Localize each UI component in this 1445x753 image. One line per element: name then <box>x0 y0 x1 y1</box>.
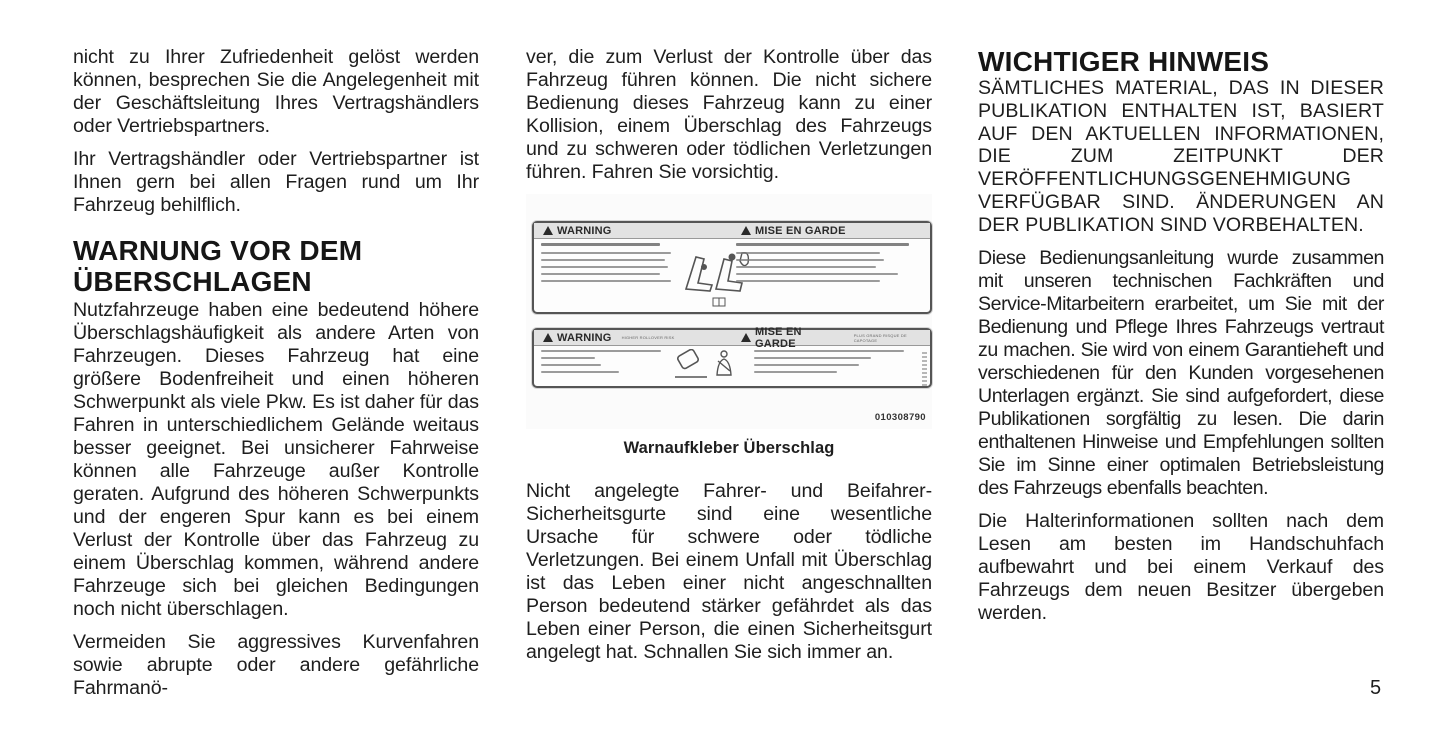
paragraph-manual-info: Diese Bedienungsanleitung wurde zusammen mit unseren technischen Fachkräften und Service-Mitarbeitern erarbeitet, um Sie mit der Bedienung und Pflege Ihres Fahrzeugs vertraut zu machen. Sie wird von einem Garantieheft und verschiedenen für den Kunden vorgesehenen Unterlagen ergänzt. Sie sind aufgefordert, diese Publikationen sorgfältig zu lesen. Die darin enthaltenen Hinweise und Empfehlungen sollten Sie im Sinne einer optimalen Betriebsleistung des Fahrzeugs ebenfalls beachten. <box>978 246 1384 499</box>
warning-triangle-icon <box>741 226 751 235</box>
sticker-subtitle-en <box>541 243 660 246</box>
sticker-subtitle-fr <box>736 243 909 246</box>
rollover-icons <box>674 349 734 379</box>
sticker-text-en <box>541 350 661 378</box>
paragraph-publication-disclaimer: SÄMTLICHES MATERIAL, DAS IN DIESER PUBLIKATION ENTHALTEN IST, BASIERT AUF DEN AKTUELLEN INFORMATIONEN, DIE ZUM ZEITPUNKT DER VERÖFFENTLICHUNGSGENEHMIGUNG VERFÜGBAR SIND. ÄNDERUNGEN AN DER PUBLIKATION SIND VORBEHALTEN. <box>978 77 1384 236</box>
vehicle-rollover-icon <box>674 349 708 379</box>
paragraph-avoid-aggressive-driving: Vermeiden Sie aggressives Kurvenfahren sowie abrupte oder andere gefährliche Fahrmanö- <box>73 631 479 699</box>
sticker-text-en <box>541 243 676 287</box>
paragraph-rollover-risk: Nutzfahrzeuge haben eine bedeutend höhere Überschlagshäufigkeit als andere Arten von Fahrzeugen. Dieses Fahrzeug hat eine größere Bodenfreiheit und einen höheren Schwerpunkt als viele Pkw. Es ist daher für das Fahren in unterschiedlichem Gelände weitaus besser geeignet. Bei unsicherer Fahrweise können alle Fahrzeuge außer Kontrolle geraten. Aufgrund des höheren Schwerpunkts und der engeren Spur kann es bei einem Verlust der Kontrolle über das Fahrzeug zu einem Überschlag kommen, während andere Fahrzeuge sich bei gleichen Bedingungen noch nicht überschlagen. <box>73 299 479 620</box>
airbag-warning-sticker <box>532 221 932 314</box>
sticker-title-en: WARNING <box>557 331 612 344</box>
sticker-title-fr: MISE EN GARDE <box>755 224 846 237</box>
seatbelt-icon <box>714 349 734 379</box>
sticker-text-fr <box>736 243 916 287</box>
sticker-title-en: WARNING <box>557 224 612 237</box>
section-title-line2: ÜBERSCHLAGEN <box>73 266 312 297</box>
sticker-subtitle-en: HIGHER ROLLOVER RISK <box>621 335 675 340</box>
column-middle <box>526 46 932 674</box>
figure-caption: Warnaufkleber Überschlag <box>623 439 835 457</box>
sticker-title-fr: MISE EN GARDE <box>755 325 802 350</box>
page-number: 5 <box>1370 677 1382 699</box>
label-part-number: 010308790 <box>874 412 926 423</box>
sticker-header <box>534 223 930 239</box>
sticker-header <box>534 325 930 350</box>
column-right <box>978 46 1384 635</box>
paragraph-dealer-management: nicht zu Ihrer Zufriedenheit gelöst werden können, besprechen Sie die Angelegenheit mit der Geschäftsleitung Ihres Vertragshändlers oder Vertriebspartners. <box>73 46 479 137</box>
sticker-subtitle-fr: PLUS GRAND RISQUE DE CAPOTAGE <box>853 332 907 343</box>
section-title-line1: WARNUNG VOR DEM <box>73 235 363 266</box>
paragraph-glovebox-storage: Die Halterinformationen sollten nach dem Lesen am besten im Handschuhfach aufbewahrt und bei einem Verkauf des Fahrzeugs dem neuen Besitzer übergeben werden. <box>978 509 1384 624</box>
section-title-rollover-warning <box>73 235 479 297</box>
warning-triangle-icon <box>543 226 553 235</box>
paragraph-seatbelt-warning: Nicht angelegte Fahrer- und Beifahrer-Sicherheitsgurte sind eine wesentliche Ursache für schwere oder tödliche Verletzungen. Bei einem Unfall mit Überschlag ist das Leben einer nicht angeschnallten Person bedeutend stärker gefährdet als das Leben einer Person, die einen Sicherheitsgurt angelegt hat. Schnallen Sie sich immer an. <box>526 480 932 663</box>
sticker-text-fr <box>754 350 904 378</box>
sticker-vertical-code <box>922 352 927 388</box>
section-title-important-notice: WICHTIGER HINWEIS <box>978 46 1270 77</box>
rollover-warning-sticker <box>532 325 932 388</box>
warning-label-image <box>526 194 932 429</box>
paragraph-drive-carefully: ver, die zum Verlust der Kontrolle über das Fahrzeug führen können. Die nicht sichere Bedienung dieses Fahrzeug kann zu einer Kollision, einem Überschlag des Fahrzeugs und zu schweren oder tödlichen Verletzungen führen. Fahren Sie vorsichtig. <box>526 46 932 183</box>
owners-manual-icon <box>712 297 726 307</box>
warning-triangle-icon <box>543 333 553 342</box>
warning-triangle-icon <box>741 333 751 342</box>
paragraph-dealer-help: Ihr Vertragshändler oder Vertriebspartner ist Ihnen gern bei allen Fragen rund um Ihr Fahrzeug behilflich. <box>73 148 479 216</box>
rollover-warning-figure <box>526 194 932 458</box>
column-left <box>73 46 479 710</box>
